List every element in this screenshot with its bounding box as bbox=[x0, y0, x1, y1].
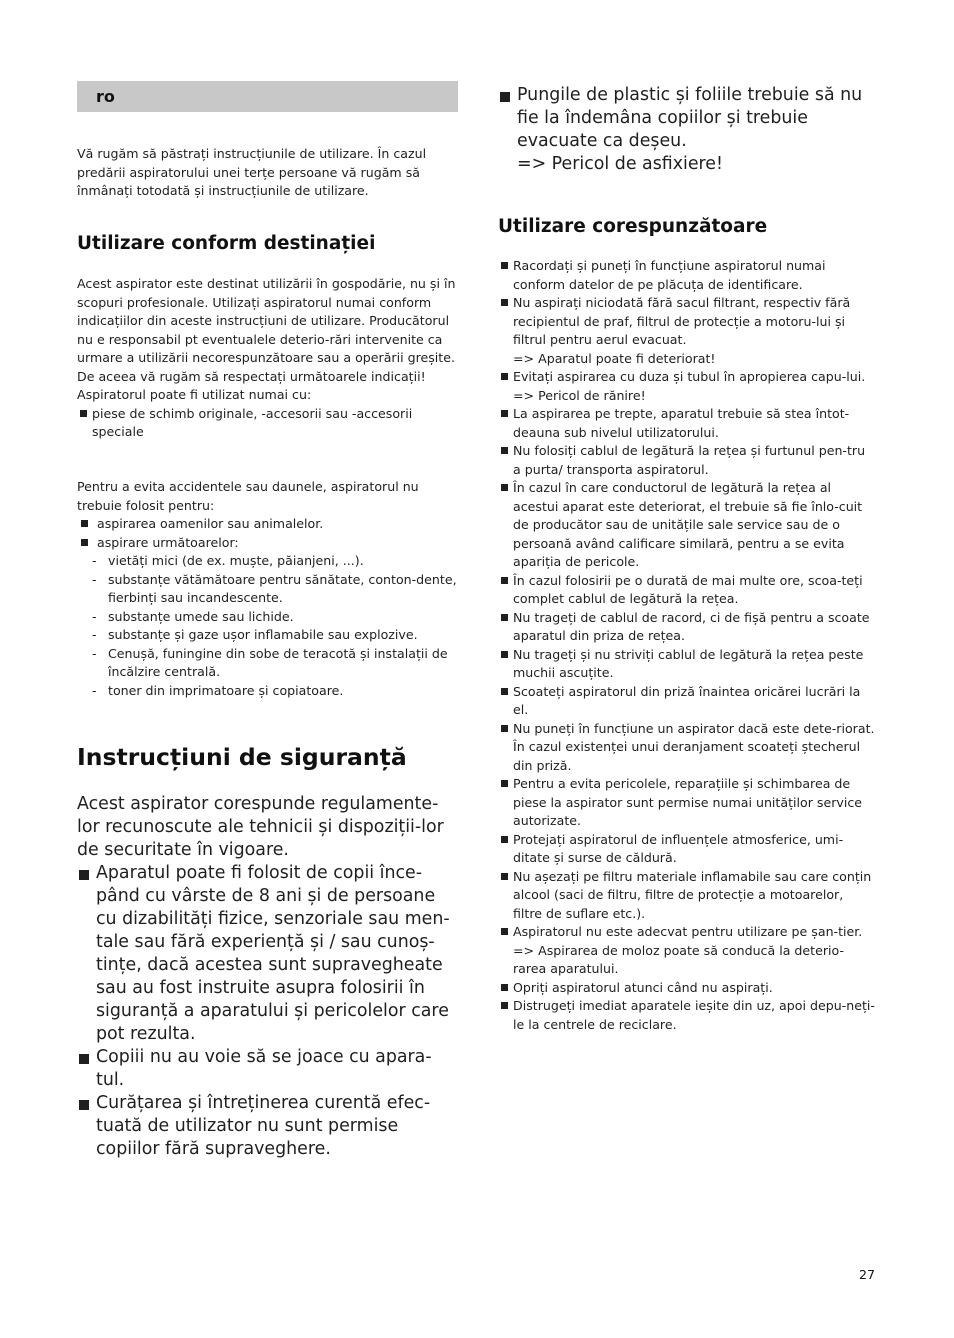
list-item: Nu așezați pe filtru materiale inflamabile sau care conțin alcool (saci de filtru, filtre de protecție a motoarelor, filtre de suflare etc.). bbox=[498, 868, 876, 924]
list-item: Curățarea și întreținerea curentă efec-tuată de utilizator nu sunt permise copiilor fără supraveghere. bbox=[77, 1092, 459, 1161]
asphyxia-warning: => Pericol de asfixiere! bbox=[517, 154, 723, 174]
list-item: - toner din imprimatoare și copiatoare. bbox=[77, 682, 459, 701]
list-item bbox=[498, 294, 876, 368]
list-item: Copiii nu au voie să se joace cu apara-tul. bbox=[77, 1046, 459, 1092]
list-item-text: Nu aspirați niciodată fără sacul filtrant, respectiv fără recipientul de praf, filtrul de protecție a motoru-lui și filtrul pentru aerul evacuat. bbox=[513, 295, 851, 347]
list-item: În cazul folosirii pe o durată de mai multe ore, scoa-teți complet cablul de legătură la rețea. bbox=[498, 572, 876, 609]
safety-paragraph: Acest aspirator corespunde regulamente-lor recunoscute ale tehnicii și dispoziții-lor de securitate în vigoare. bbox=[77, 794, 444, 860]
list-item: Protejați aspiratorul de influențele atmosferice, umi-ditate și surse de căldură. bbox=[498, 831, 876, 868]
intro-paragraph: Vă rugăm să păstrați instrucțiunile de utilizare. În cazul predării aspiratorului unei terțe persoane vă rugăm să înmânați totodată și instrucțiunile de utilizare. bbox=[77, 146, 427, 198]
list-item: Evitați aspirarea cu duza și tubul în apropierea capu-lui. => Pericol de rănire! bbox=[498, 368, 876, 405]
page-number: 27 bbox=[859, 1267, 876, 1282]
list-item: Nu puneți în funcțiune un aspirator dacă este dete-riorat. În cazul existenței unui deranjament scoateți ștecherul din priză. bbox=[498, 720, 876, 776]
intended-use-paragraph-2: De aceea vă rugăm să respectați următoarele indicații! bbox=[77, 368, 426, 384]
intended-use-paragraph: Acest aspirator este destinat utilizării în gospodărie, nu și în scopuri profesionale. Utilizați aspiratorul numai conform indicațiilor din aceste instrucțiuni de utilizare. Producătorul nu e responsabil pt eventualele deterio-rări intervenite ca urmare a utilizării necorespunzătoare sau a operării greșite. bbox=[77, 276, 456, 365]
language-tag-bar bbox=[77, 81, 458, 112]
not-for-section bbox=[77, 478, 459, 700]
list-item: Pentru a evita pericolele, reparațiile și schimbarea de piese la aspirator sunt permise numai unităților service autorizate. bbox=[498, 775, 876, 831]
substances-list bbox=[77, 552, 459, 700]
list-item: Nu trageți de cablul de racord, ci de fișă pentru a scoate aparatul din priza de rețea. bbox=[498, 609, 876, 646]
proper-use-heading: Utilizare corespunzătoare bbox=[498, 216, 768, 237]
safety-heading: Instrucțiuni de siguranță bbox=[77, 743, 407, 771]
list-item: piese de schimb originale, -accesorii sau -accesorii speciale bbox=[77, 405, 459, 442]
list-item bbox=[498, 84, 876, 176]
list-item: aspirare următoarelor: bbox=[77, 534, 459, 553]
accessories-list bbox=[77, 405, 459, 442]
list-item: La aspirarea pe trepte, aparatul trebuie să stea întot-deauna sub nivelul utilizatorului. bbox=[498, 405, 876, 442]
list-item: - substanțe umede sau lichide. bbox=[77, 608, 459, 627]
intended-use-heading: Utilizare conform destinației bbox=[77, 233, 376, 254]
list-item: Scoateți aspiratorul din priză înaintea oricărei lucrări la el. bbox=[498, 683, 876, 720]
list-item: Nu folosiți cablul de legătură la rețea și furtunul pen-tru a purta/ transporta aspiratorul. bbox=[498, 442, 876, 479]
list-item: - Cenușă, funingine din sobe de teracotă și instalații de încălzire centrală. bbox=[77, 645, 459, 682]
safety-list bbox=[77, 862, 459, 1161]
list-item: În cazul în care conductorul de legătură la rețea al acestui aparat este deteriorat, el trebuie să fie înlo-cuit de producător sau de unitățile sale service sau de o persoană având calificare similară, pentru a se evita apariția de pericole. bbox=[498, 479, 876, 572]
list-item-text: Aspiratorul nu este adecvat pentru utilizare pe șan-tier. bbox=[513, 924, 863, 939]
list-item bbox=[498, 923, 876, 979]
list-item: - substanțe și gaze ușor inflamabile sau explozive. bbox=[77, 626, 459, 645]
not-for-list bbox=[77, 515, 459, 552]
proper-use-list bbox=[498, 257, 876, 1034]
list-item: Opriți aspiratorul atunci când nu aspirați. bbox=[498, 979, 876, 998]
list-item: - vietăți mici (de ex. muște, păianjeni, ...). bbox=[77, 552, 459, 571]
intended-use-section bbox=[77, 275, 459, 442]
plastic-bags-list bbox=[498, 84, 876, 176]
intended-use-paragraph-3: Aspiratorul poate fi utilizat numai cu: bbox=[77, 387, 312, 402]
safety-section bbox=[77, 793, 459, 1161]
list-item-note: => Aparatul poate fi deteriorat! bbox=[513, 350, 716, 366]
list-item: Aparatul poate fi folosit de copii înce-pând cu vârste de 8 ani și de persoane cu dizabilități fizice, senzoriale sau men-tale sau fără experiență și / sau cunoș-tințe, dacă acestea sunt supravegheate sau au fost instruite asupra folosirii în siguranță a aparatului și pericolelor care pot rezulta. bbox=[77, 862, 459, 1046]
list-item: Nu trageți și nu striviți cablul de legătură la rețea peste muchii ascuțite. bbox=[498, 646, 876, 683]
list-item: aspirarea oamenilor sau animalelor. bbox=[77, 515, 459, 534]
language-tag: ro bbox=[96, 87, 115, 106]
not-for-paragraph: Pentru a evita accidentele sau daunele, aspiratorul nu trebuie folosit pentru: bbox=[77, 479, 419, 513]
plastic-bags-text: Pungile de plastic și foliile trebuie să nu fie la îndemâna copiilor și trebuie evacuate ca deșeu. bbox=[517, 85, 863, 151]
list-item: - substanțe vătămătoare pentru sănătate, conton-dente, fierbinți sau incandescente. bbox=[77, 571, 459, 608]
list-item: Racordați și puneți în funcțiune aspiratorul numai conform datelor de pe plăcuța de identificare. bbox=[498, 257, 876, 294]
list-item: Distrugeți imediat aparatele ieșite din uz, apoi depu-neți-le la centrele de reciclare. bbox=[498, 997, 876, 1034]
list-item-note: => Aspirarea de moloz poate să conducă la deterio-rarea aparatului. bbox=[513, 942, 845, 976]
